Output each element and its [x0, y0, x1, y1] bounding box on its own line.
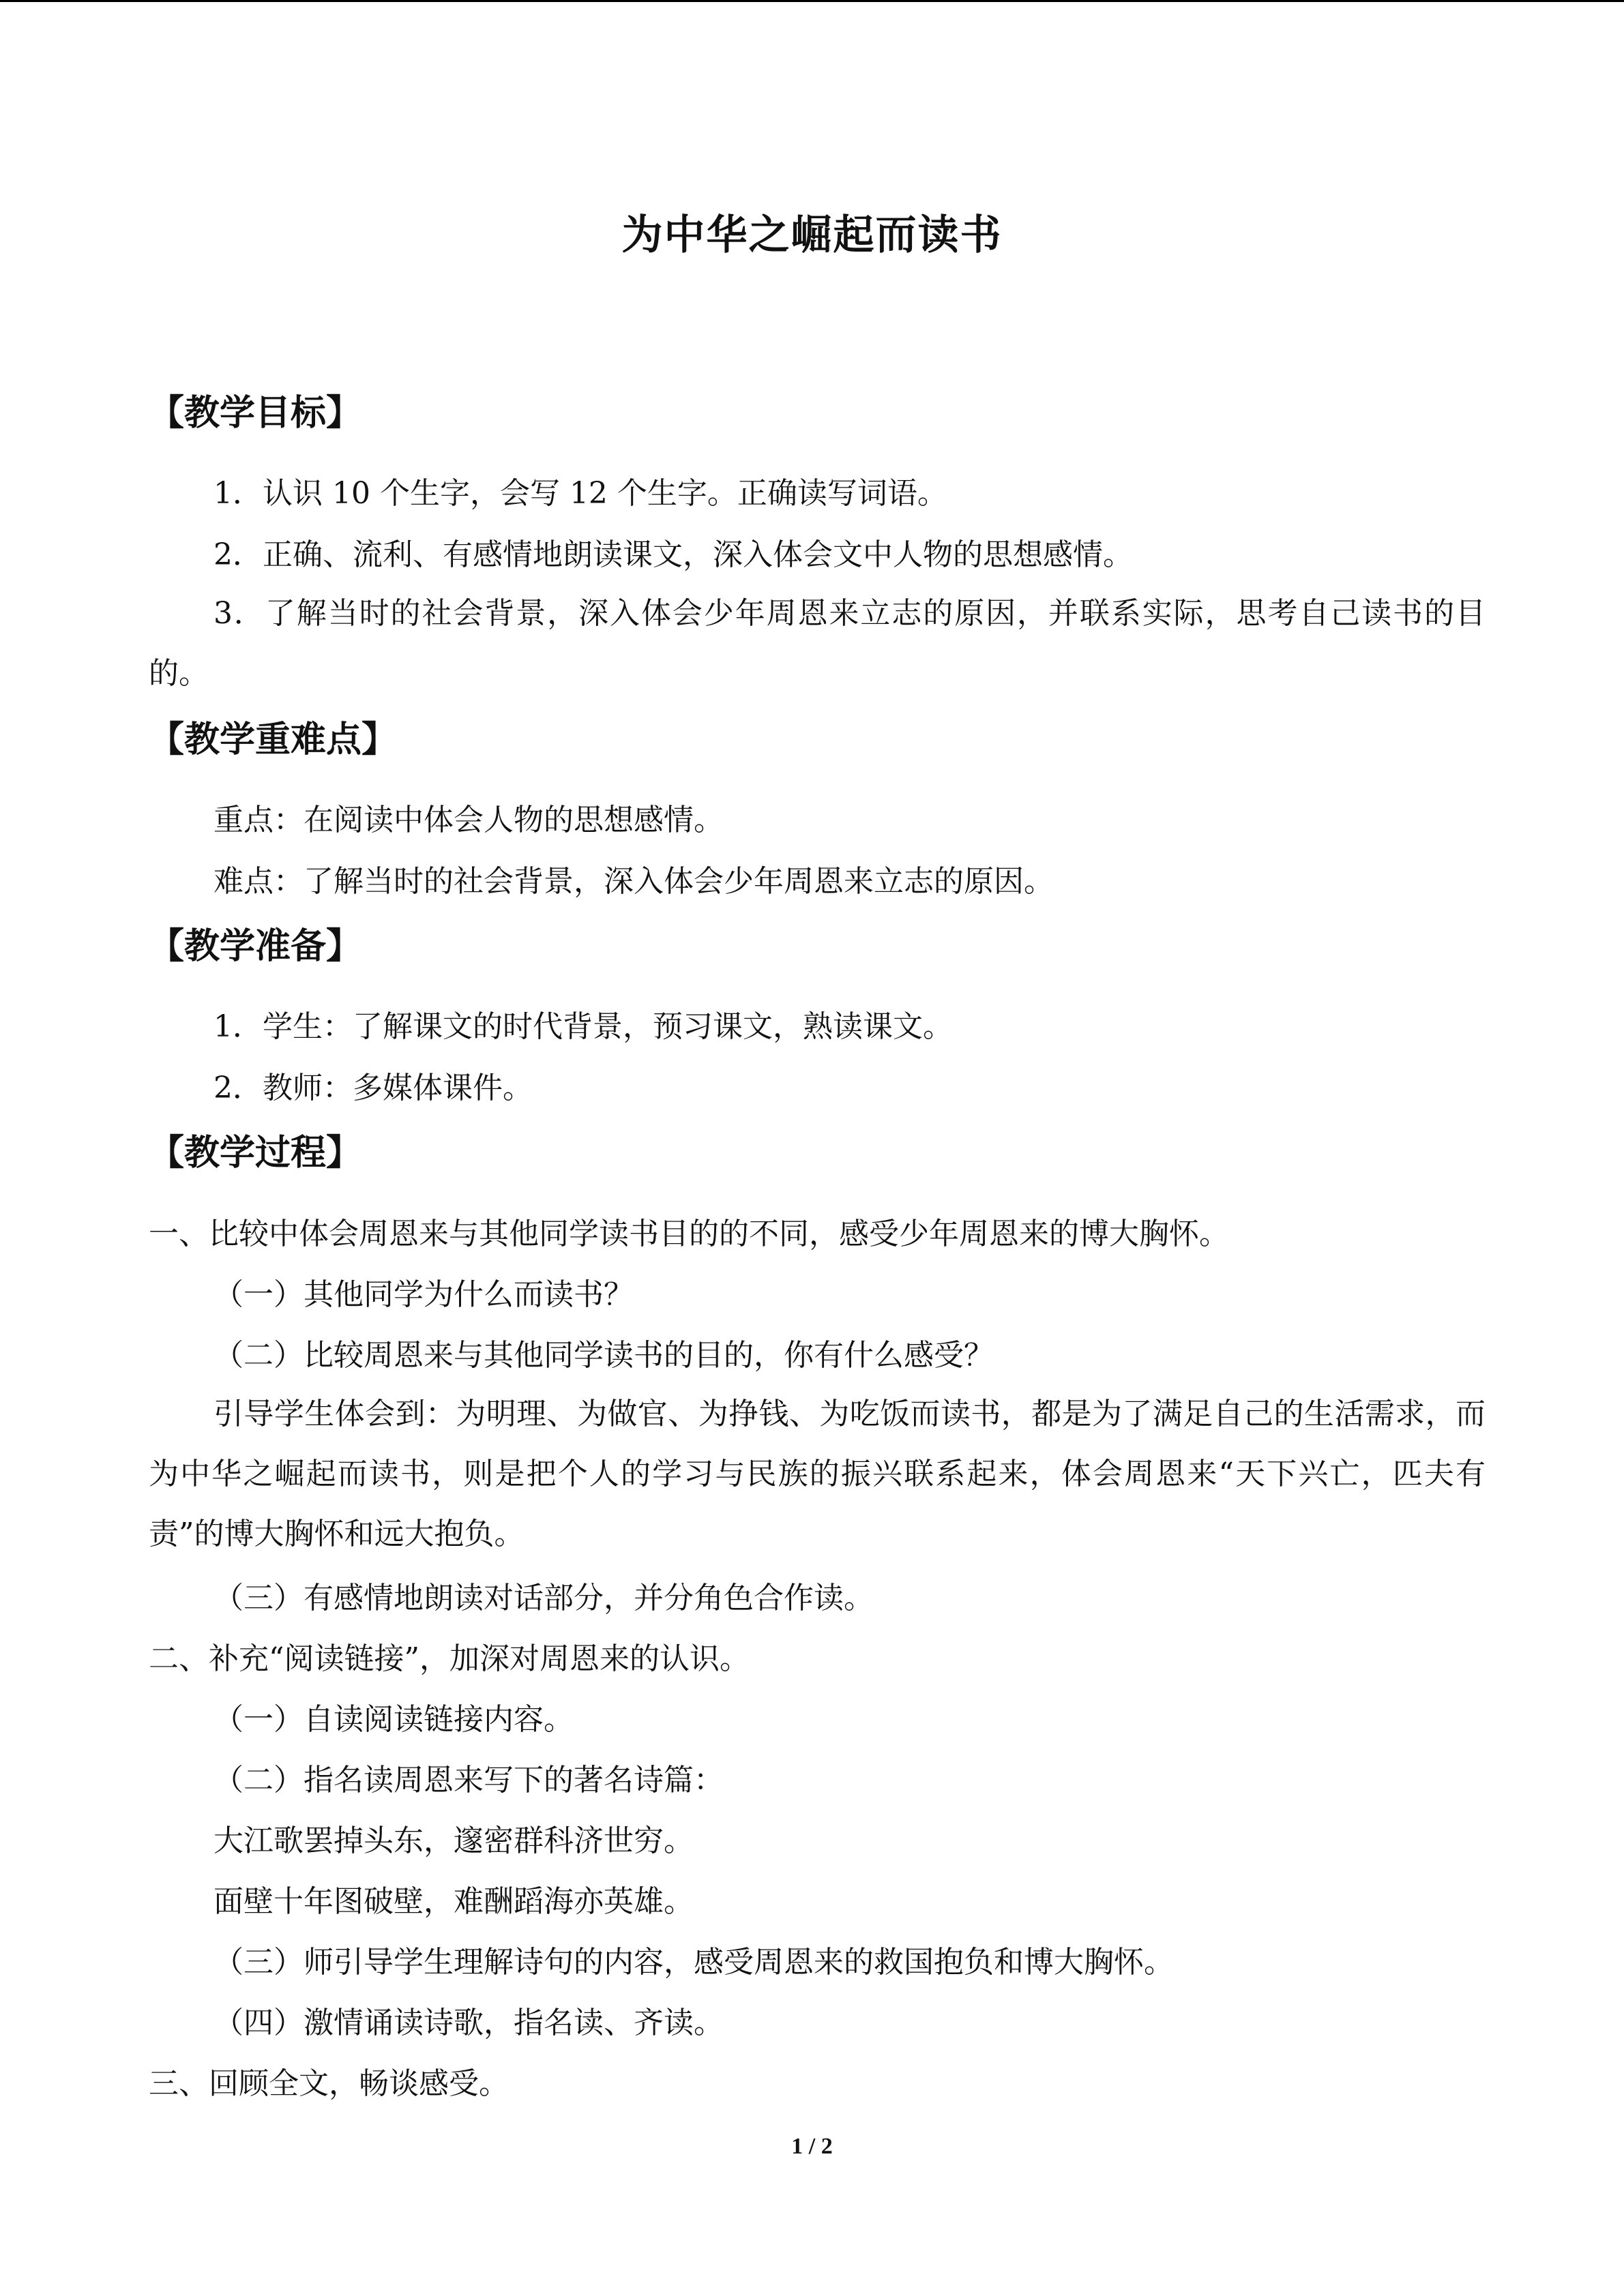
preparation-students: 1．学生：了解课文的时代背景，预习课文，熟读课文。 [213, 1009, 953, 1044]
keypoint-difficult: 难点：了解当时的社会背景，深入体会少年周恩来立志的原因。 [213, 864, 1054, 899]
heading-process: 【教学过程】 [149, 1133, 362, 1174]
process-step-2-sub-3: （三）师引导学生理解诗句的内容，感受周恩来的救国抱负和博大胸怀。 [213, 1945, 1174, 1980]
process-step-1: 一、比较中体会周恩来与其他同学读书目的的不同，感受少年周恩来的博大胸怀。 [149, 1217, 1229, 1251]
process-step-1-guide: 引导学生体会到：为明理、为做官、为挣钱、为吃饭而读书，都是为了满足自己的生活需求，而为中华之崛起而读书，则是把个人的学习与民族的振兴联系起来，体会周恩来“天下兴亡，匹夫有责”的博大胸怀和远大抱负。 [149, 1397, 1486, 1551]
document-title: 为中华之崛起而读书 [621, 211, 1003, 259]
process-step-2: 二、补充“阅读链接”，加深对周恩来的认识。 [149, 1641, 750, 1676]
page-indicator: 1 / 2 [791, 2134, 833, 2159]
poem-line-2: 面壁十年图破壁，难酬蹈海亦英雄。 [213, 1884, 694, 1919]
process-step-2-sub-2: （二）指名读周恩来写下的著名诗篇： [213, 1763, 724, 1798]
keypoint-important: 重点：在阅读中体会人物的思想感情。 [213, 803, 724, 837]
heading-objectives: 【教学目标】 [149, 393, 362, 434]
heading-preparation: 【教学准备】 [149, 926, 362, 967]
process-step-2-sub-1: （一）自读阅读链接内容。 [213, 1702, 574, 1737]
process-step-1-sub-2: （二）比较周恩来与其他同学读书的目的，你有什么感受？ [213, 1338, 994, 1373]
heading-keypoints: 【教学重难点】 [149, 719, 398, 760]
poem-line-1: 大江歌罢掉头东，邃密群科济世穷。 [213, 1823, 694, 1858]
preparation-teacher: 2．教师：多媒体课件。 [213, 1071, 533, 1105]
process-step-3: 三、回顾全文，畅谈感受。 [149, 2066, 509, 2101]
process-step-1-sub-3: （三）有感情地朗读对话部分，并分角色合作读。 [213, 1581, 874, 1615]
process-step-1-sub-1: （一）其他同学为什么而读书？ [213, 1277, 634, 1312]
process-step-2-sub-4: （四）激情诵读诗歌，指名读、齐读。 [213, 2006, 724, 2040]
objective-item-2: 2．正确、流利、有感情地朗读课文，深入体会文中人物的思想感情。 [213, 537, 1133, 572]
objective-item-3: 3．了解当时的社会背景，深入体会少年周恩来立志的原因，并联系实际，思考自己读书的目的。 [149, 596, 1486, 691]
objective-item-1: 1．认识 10 个生字，会写 12 个生字。正确读写词语。 [213, 476, 947, 511]
